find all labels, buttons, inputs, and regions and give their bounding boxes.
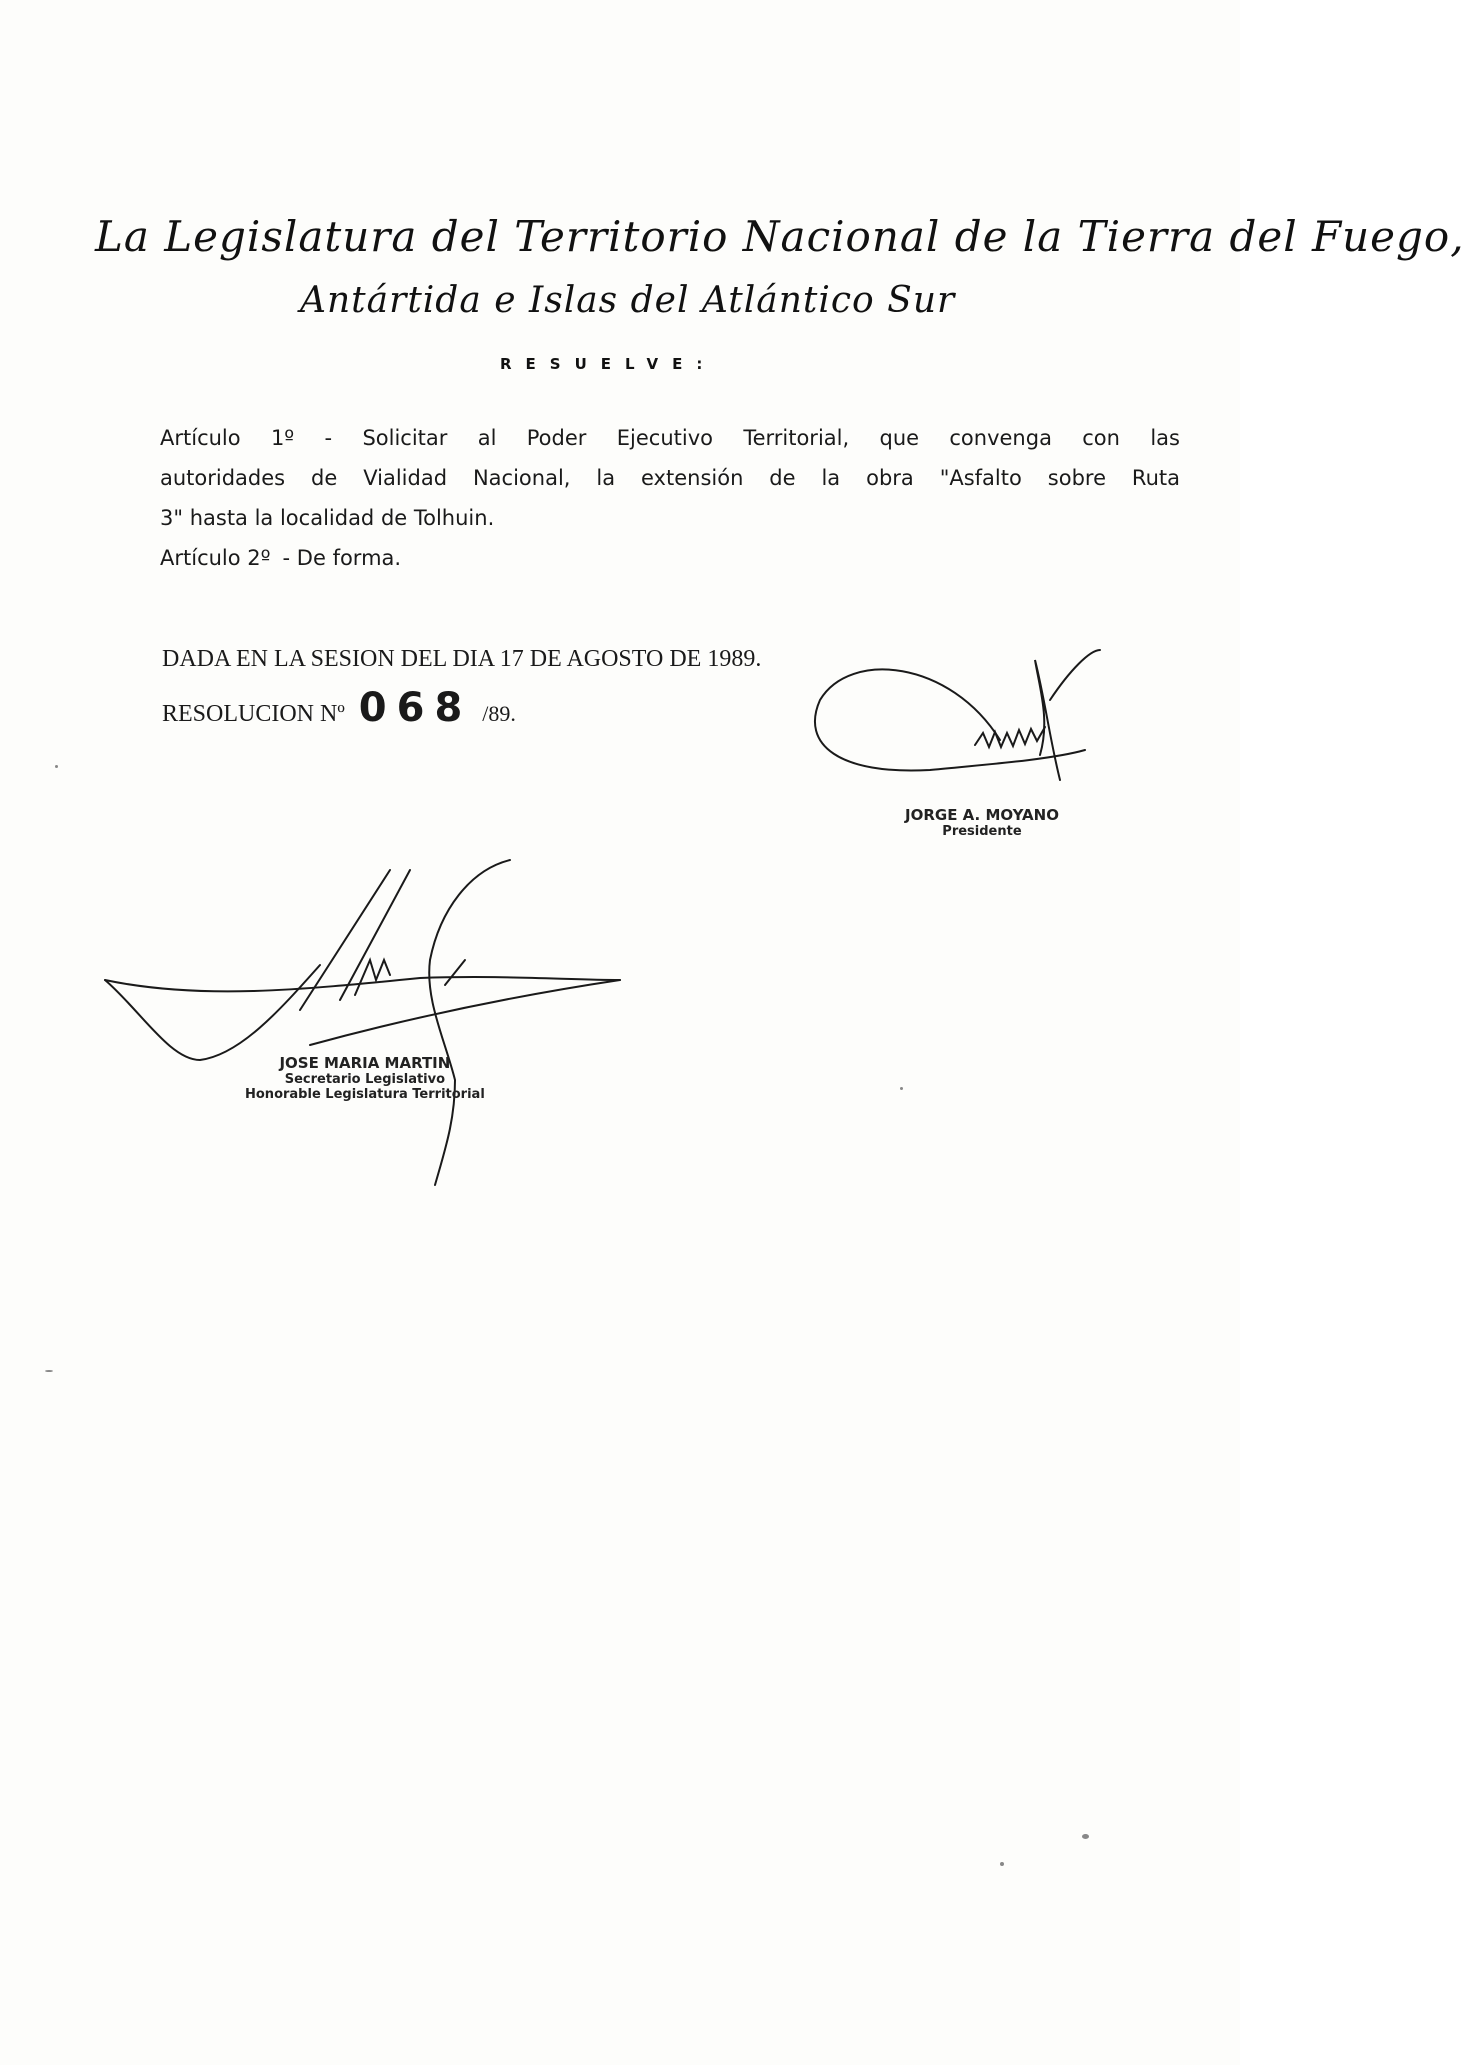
article-word: 1º [270,426,295,450]
article-word: la [596,466,616,490]
president-signature-arc [1050,650,1100,700]
secretary-name: JOSE MARIA MARTIN [279,1054,451,1072]
article-word: al [477,426,497,450]
scan-speck [55,765,58,768]
article-word: Nacional, [472,466,571,490]
session-date: DADA EN LA SESION DEL DIA 17 DE AGOSTO DE 1989. [162,646,762,672]
article-word: Territorial, [743,426,850,450]
article-word: obra [866,466,914,490]
scan-speck [900,1087,903,1090]
scan-speck [1082,1834,1089,1839]
article-2-label: Artículo 2º [160,546,271,570]
president-signature-scribble [975,727,1045,747]
scan-speck [1000,1862,1004,1866]
secretary-role: Secretario Legislativo [284,1072,446,1087]
article-2-text: - De forma. [282,546,402,570]
scan-speck [45,1370,53,1372]
resuelve-heading: RESUELVE: [500,355,717,373]
article-word: Ruta [1131,466,1180,490]
resolution-year: /89. [482,701,516,726]
article-word: Poder [526,426,587,450]
president-signature-flourish [1035,660,1060,780]
resolution-label: RESOLUCION Nº [162,701,345,727]
article-word: que [879,426,920,450]
president-name: JORGE A. MOYANO [905,806,1059,824]
legislature-title-line2: Antártida e Islas del Atlántico Sur [300,280,956,321]
article-word: extensión [641,466,744,490]
resolution-number: 068 [358,685,473,731]
article-word: Ejecutivo [616,426,713,450]
article-word: Solicitar [362,426,448,450]
article-word: autoridades [160,466,286,490]
article-word: la [821,466,841,490]
article-word: sobre [1047,466,1106,490]
article-word: convenga [949,426,1052,450]
article-word: con [1082,426,1120,450]
article-word: "Asfalto [939,466,1022,490]
article-word: las [1150,426,1180,450]
secretary-signature-block [245,1054,485,1102]
article-word: de [311,466,338,490]
secretary-signature-cross [445,960,465,985]
legislature-title-line1: La Legislatura del Territorio Nacional de la Tierra del Fuego, [95,212,1465,261]
president-role: Presidente [942,824,1022,839]
secretary-signature-loop [429,860,510,1185]
article-word: Vialidad [363,466,448,490]
president-signature-block [905,806,1059,839]
article-word: Artículo [160,426,241,450]
secretary-institution: Honorable Legislatura Territorial [245,1087,485,1102]
article-word: de [769,466,796,490]
secretary-signature-swoop [105,965,320,1060]
secretary-signature-strokes [300,870,410,1010]
article-1-text-end: 3" hasta la localidad de Tolhuin. [160,506,495,530]
article-word: - [324,426,333,450]
